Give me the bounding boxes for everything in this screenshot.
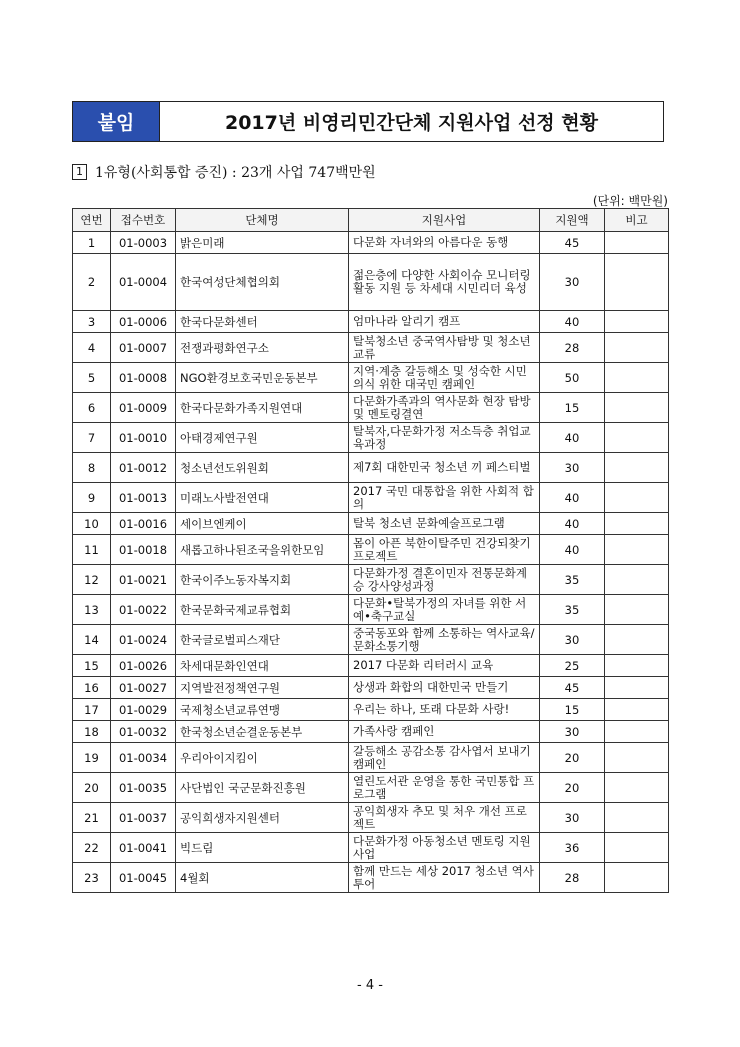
- cell-program: 열린도서관 운영을 통한 국민통합 프로그램: [349, 773, 540, 803]
- cell-amount: 15: [540, 699, 605, 721]
- cell-code: 01-0029: [111, 699, 176, 721]
- cell-no: 16: [73, 677, 111, 699]
- cell-note: [605, 625, 669, 655]
- cell-program: 함께 만드는 세상 2017 청소년 역사투어: [349, 863, 540, 893]
- cell-code: 01-0018: [111, 535, 176, 565]
- cell-amount: 20: [540, 773, 605, 803]
- cell-org: 사단법인 국군문화진흥원: [176, 773, 349, 803]
- cell-code: 01-0013: [111, 483, 176, 513]
- cell-amount: 30: [540, 453, 605, 483]
- table-row: [73, 535, 669, 565]
- cell-amount: 35: [540, 565, 605, 595]
- title-badge: 붙임: [73, 102, 160, 141]
- cell-program: 2017 국민 대통합을 위한 사회적 합의: [349, 483, 540, 513]
- table-row: [73, 655, 669, 677]
- cell-note: [605, 803, 669, 833]
- cell-note: [605, 311, 669, 333]
- cell-program: 공익희생자 추모 및 처우 개선 프로젝트: [349, 803, 540, 833]
- cell-amount: 45: [540, 677, 605, 699]
- table-row: [73, 453, 669, 483]
- table-row: [73, 699, 669, 721]
- cell-program: 몸이 아픈 북한이탈주민 건강되찾기 프로젝트: [349, 535, 540, 565]
- cell-no: 2: [73, 254, 111, 311]
- table-row: [73, 363, 669, 393]
- cell-no: 23: [73, 863, 111, 893]
- cell-org: 빅드림: [176, 833, 349, 863]
- table-row: [73, 721, 669, 743]
- cell-no: 17: [73, 699, 111, 721]
- cell-note: [605, 721, 669, 743]
- cell-amount: 40: [540, 513, 605, 535]
- cell-program: 엄마나라 알리기 캠프: [349, 311, 540, 333]
- cell-org: 공익희생자지원센터: [176, 803, 349, 833]
- cell-program: 우리는 하나, 또래 다문화 사랑!: [349, 699, 540, 721]
- section-number-box: 1: [72, 164, 87, 180]
- cell-amount: 30: [540, 721, 605, 743]
- cell-note: [605, 535, 669, 565]
- cell-org: NGO환경보호국민운동본부: [176, 363, 349, 393]
- cell-program: 지역·계층 갈등해소 및 성숙한 시민의식 위한 대국민 캠페인: [349, 363, 540, 393]
- table-row: [73, 254, 669, 311]
- cell-no: 9: [73, 483, 111, 513]
- cell-org: 청소년선도위원회: [176, 453, 349, 483]
- cell-no: 4: [73, 333, 111, 363]
- cell-org: 한국문화국제교류협회: [176, 595, 349, 625]
- cell-org: 세이브엔케이: [176, 513, 349, 535]
- cell-program: 제7회 대한민국 청소년 끼 페스티벌: [349, 453, 540, 483]
- cell-no: 12: [73, 565, 111, 595]
- cell-amount: 50: [540, 363, 605, 393]
- cell-amount: 40: [540, 535, 605, 565]
- cell-amount: 40: [540, 483, 605, 513]
- cell-code: 01-0022: [111, 595, 176, 625]
- cell-org: 한국청소년순결운동본부: [176, 721, 349, 743]
- cell-no: 5: [73, 363, 111, 393]
- header-amount: 지원액: [540, 209, 605, 232]
- cell-note: [605, 833, 669, 863]
- table-row: [73, 773, 669, 803]
- header-note: 비고: [605, 209, 669, 232]
- unit-label: (단위: 백만원): [592, 194, 668, 208]
- table-row: [73, 513, 669, 535]
- cell-no: 13: [73, 595, 111, 625]
- cell-org: 국제청소년교류연맹: [176, 699, 349, 721]
- cell-code: 01-0026: [111, 655, 176, 677]
- cell-code: 01-0010: [111, 423, 176, 453]
- table-row: [73, 743, 669, 773]
- cell-code: 01-0006: [111, 311, 176, 333]
- cell-note: [605, 423, 669, 453]
- cell-program: 2017 다문화 리터러시 교육: [349, 655, 540, 677]
- cell-note: [605, 655, 669, 677]
- cell-note: [605, 232, 669, 254]
- cell-org: 지역발전정책연구원: [176, 677, 349, 699]
- table-row: [73, 803, 669, 833]
- cell-code: 01-0008: [111, 363, 176, 393]
- cell-code: 01-0035: [111, 773, 176, 803]
- cell-program: 가족사랑 캠페인: [349, 721, 540, 743]
- header-org: 단체명: [176, 209, 349, 232]
- cell-no: 8: [73, 453, 111, 483]
- cell-no: 21: [73, 803, 111, 833]
- cell-org: 한국다문화센터: [176, 311, 349, 333]
- cell-note: [605, 677, 669, 699]
- cell-program: 다문화가정 결혼이민자 전통문화계승 강사양성과정: [349, 565, 540, 595]
- cell-amount: 36: [540, 833, 605, 863]
- cell-note: [605, 483, 669, 513]
- cell-org: 한국글로벌피스재단: [176, 625, 349, 655]
- cell-org: 한국이주노동자복지회: [176, 565, 349, 595]
- cell-org: 아태경제연구원: [176, 423, 349, 453]
- cell-program: 중국동포와 함께 소통하는 역사교육/문화소통기행: [349, 625, 540, 655]
- cell-amount: 45: [540, 232, 605, 254]
- cell-code: 01-0034: [111, 743, 176, 773]
- cell-note: [605, 565, 669, 595]
- cell-amount: 40: [540, 311, 605, 333]
- cell-amount: 30: [540, 625, 605, 655]
- cell-org: 전쟁과평화연구소: [176, 333, 349, 363]
- cell-code: 01-0041: [111, 833, 176, 863]
- cell-org: 미래노사발전연대: [176, 483, 349, 513]
- cell-no: 14: [73, 625, 111, 655]
- cell-amount: 30: [540, 254, 605, 311]
- header-no: 연번: [73, 209, 111, 232]
- cell-code: 01-0032: [111, 721, 176, 743]
- cell-program: 다문화 자녀와의 아름다운 동행: [349, 232, 540, 254]
- cell-amount: 25: [540, 655, 605, 677]
- cell-note: [605, 773, 669, 803]
- cell-code: 01-0016: [111, 513, 176, 535]
- cell-code: 01-0012: [111, 453, 176, 483]
- cell-no: 18: [73, 721, 111, 743]
- cell-note: [605, 513, 669, 535]
- cell-org: 차세대문화인연대: [176, 655, 349, 677]
- table-row: [73, 311, 669, 333]
- cell-program: 젊은층에 다양한 사회이슈 모니터링 활동 지원 등 차세대 시민리더 육성: [349, 254, 540, 311]
- cell-program: 갈등해소 공감소통 감사엽서 보내기 캠페인: [349, 743, 540, 773]
- cell-amount: 28: [540, 333, 605, 363]
- selection-table: [72, 208, 669, 893]
- cell-no: 6: [73, 393, 111, 423]
- table-row: [73, 595, 669, 625]
- cell-code: 01-0045: [111, 863, 176, 893]
- cell-note: [605, 453, 669, 483]
- cell-program: 탈북자,다문화가정 저소득층 취업교육과정: [349, 423, 540, 453]
- cell-program: 다문화가족과의 역사문화 현장 탐방 및 멘토링결연: [349, 393, 540, 423]
- cell-note: [605, 743, 669, 773]
- cell-amount: 35: [540, 595, 605, 625]
- cell-no: 7: [73, 423, 111, 453]
- cell-code: 01-0003: [111, 232, 176, 254]
- cell-no: 20: [73, 773, 111, 803]
- cell-program: 다문화가정 아동청소년 멘토링 지원사업: [349, 833, 540, 863]
- cell-note: [605, 393, 669, 423]
- page-title: 2017년 비영리민간단체 지원사업 선정 현황: [224, 112, 598, 134]
- cell-org: 한국다문화가족지원연대: [176, 393, 349, 423]
- table-row: [73, 232, 669, 254]
- cell-amount: 15: [540, 393, 605, 423]
- cell-program: 탈북청소년 중국역사탐방 및 청소년교류: [349, 333, 540, 363]
- cell-org: 4월회: [176, 863, 349, 893]
- cell-org: 새롭고하나된조국을위한모임: [176, 535, 349, 565]
- section-text: 1유형(사회통합 증진) : 23개 사업 747백만원: [95, 165, 376, 181]
- cell-program: 탈북 청소년 문화예술프로그램: [349, 513, 540, 535]
- table-row: [73, 393, 669, 423]
- table-row: [73, 333, 669, 363]
- cell-note: [605, 699, 669, 721]
- cell-org: 밝은미래: [176, 232, 349, 254]
- cell-code: 01-0007: [111, 333, 176, 363]
- cell-code: 01-0004: [111, 254, 176, 311]
- table-row: [73, 863, 669, 893]
- cell-no: 15: [73, 655, 111, 677]
- cell-no: 10: [73, 513, 111, 535]
- header-program: 지원사업: [349, 209, 540, 232]
- header-code: 접수번호: [111, 209, 176, 232]
- cell-code: 01-0037: [111, 803, 176, 833]
- cell-amount: 40: [540, 423, 605, 453]
- cell-no: 3: [73, 311, 111, 333]
- table-row: [73, 565, 669, 595]
- cell-note: [605, 595, 669, 625]
- cell-org: 한국여성단체협의회: [176, 254, 349, 311]
- table-row: [73, 625, 669, 655]
- cell-no: 1: [73, 232, 111, 254]
- table-header-row: [73, 209, 669, 232]
- cell-amount: 20: [540, 743, 605, 773]
- cell-note: [605, 254, 669, 311]
- title-box: [72, 101, 664, 142]
- table-row: [73, 833, 669, 863]
- cell-amount: 30: [540, 803, 605, 833]
- cell-org: 우리아이지킴이: [176, 743, 349, 773]
- page-number: - 4 -: [357, 978, 383, 993]
- cell-note: [605, 863, 669, 893]
- cell-no: 19: [73, 743, 111, 773]
- cell-amount: 28: [540, 863, 605, 893]
- section-heading: [72, 162, 376, 182]
- cell-code: 01-0027: [111, 677, 176, 699]
- cell-program: 상생과 화합의 대한민국 만들기: [349, 677, 540, 699]
- cell-no: 22: [73, 833, 111, 863]
- cell-code: 01-0024: [111, 625, 176, 655]
- cell-code: 01-0021: [111, 565, 176, 595]
- cell-no: 11: [73, 535, 111, 565]
- table-row: [73, 423, 669, 453]
- cell-program: 다문화•탈북가정의 자녀를 위한 서예•축구교실: [349, 595, 540, 625]
- cell-note: [605, 333, 669, 363]
- cell-note: [605, 363, 669, 393]
- table-row: [73, 677, 669, 699]
- table-row: [73, 483, 669, 513]
- cell-code: 01-0009: [111, 393, 176, 423]
